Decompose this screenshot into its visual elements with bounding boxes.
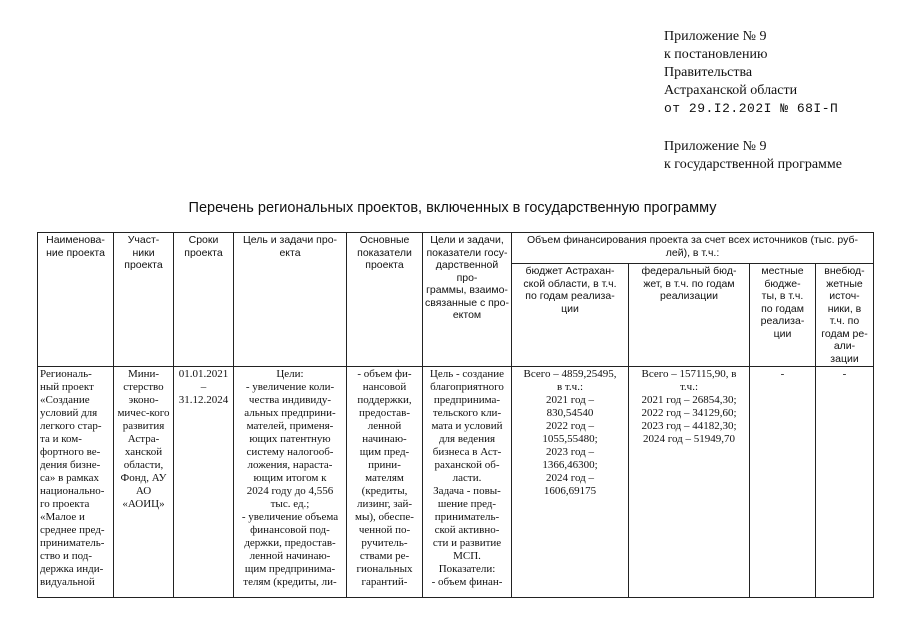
appendix-line-4: Астраханской области — [664, 83, 798, 98]
cell-participants: Мини- стерство эконо- мичес-кого развития Астра- ханской области, Фонд, АУ АО «АОИЦ» — [114, 367, 174, 598]
header-participants: Участ- ники проекта — [114, 233, 174, 367]
appendix-line-3: Правительства — [664, 65, 753, 80]
header-goal: Цель и задачи про- екта — [234, 233, 347, 367]
appendix-decree-number: от 29.I2.202I № 68I-П — [664, 101, 839, 116]
header-funding-group: Объем финансирования проекта за счет всех источников (тыс. руб- лей), в т.ч.: — [512, 233, 874, 264]
cell-regional-budget: Всего – 4859,25495, в т.ч.: 2021 год – 830,54540 2022 год – 1055,55480; 2023 год – 1366,46300; 2024 год – 1606,69175 — [512, 367, 629, 598]
appendix-program-line-1: Приложение № 9 — [664, 139, 767, 154]
cell-offbudget: - — [816, 367, 874, 598]
header-terms: Сроки проекта — [174, 233, 234, 367]
table-row — [38, 367, 874, 598]
spacer — [664, 118, 842, 138]
header-indicators: Основные показатели проекта — [347, 233, 423, 367]
cell-local-budgets: - — [750, 367, 816, 598]
document-title: Перечень региональных проектов, включенных в государственную программу — [188, 200, 717, 216]
cell-indicators: - объем фи- нансовой поддержки, предостав- ленной начинаю- щим пред- прини- мателям (кредиты, лизинг, зай- мы), обеспе- ченной по- ручитель- ствами ре- гиональных гарантий- — [347, 367, 423, 598]
header-offbudget: внебюд- жетные источ- ники, в т.ч. по годам ре- али- зации — [816, 264, 874, 367]
header-federal-budget: федеральный бюд- жет, в т.ч. по годам реализации — [629, 264, 750, 367]
cell-program-goals: Цель - создание благоприятного предпринима- тельского кли- мата и условий для ведения бизнеса в Аст- раханской об- ласти. Задача - повы- шение пред- приниматель- ской активно- сти и развитие МСП. Показатели: - объем финан- — [423, 367, 512, 598]
header-local-budgets: местные бюдже- ты, в т.ч. по годам реализа- ции — [750, 264, 816, 367]
table-header-row — [38, 233, 874, 264]
projects-table — [37, 232, 874, 598]
header-program-goals: Цели и задачи, показатели госу- дарственной про- граммы, взаимо- связанные с про- ектом — [423, 233, 512, 367]
appendix-line-1: Приложение № 9 — [664, 29, 767, 44]
appendix-block — [664, 28, 842, 174]
cell-name: Региональ- ный проект «Создание условий для легкого стар- та и ком- фортного ве- дения бизне- са» в рамках национально- го проекта «Малое и среднее пред- приниматель- ство и под- держка инди- видуальной — [38, 367, 114, 598]
cell-goal: Цели: - увеличение коли- чества индивиду- альных предприни- мателей, применя- ющих патентную систему налогооб- ложения, нараста- ющим итогом к 2024 году до 4,556 тыс. ед.; - увеличение объема финансовой под- держки, предостав- ленной начинаю- щим предпринима- телям (кредиты, ли- — [234, 367, 347, 598]
header-regional-budget: бюджет Астрахан- ской области, в т.ч. по годам реализа- ции — [512, 264, 629, 367]
appendix-line-2: к постановлению — [664, 47, 768, 62]
header-name: Наименова- ние проекта — [38, 233, 114, 367]
cell-federal-budget: Всего – 157115,90, в т.ч.: 2021 год – 26854,30; 2022 год – 34129,60; 2023 год – 44182,30; 2024 год – 51949,70 — [629, 367, 750, 598]
appendix-program-line-2: к государственной программе — [664, 157, 842, 172]
cell-terms: 01.01.2021 – 31.12.2024 — [174, 367, 234, 598]
